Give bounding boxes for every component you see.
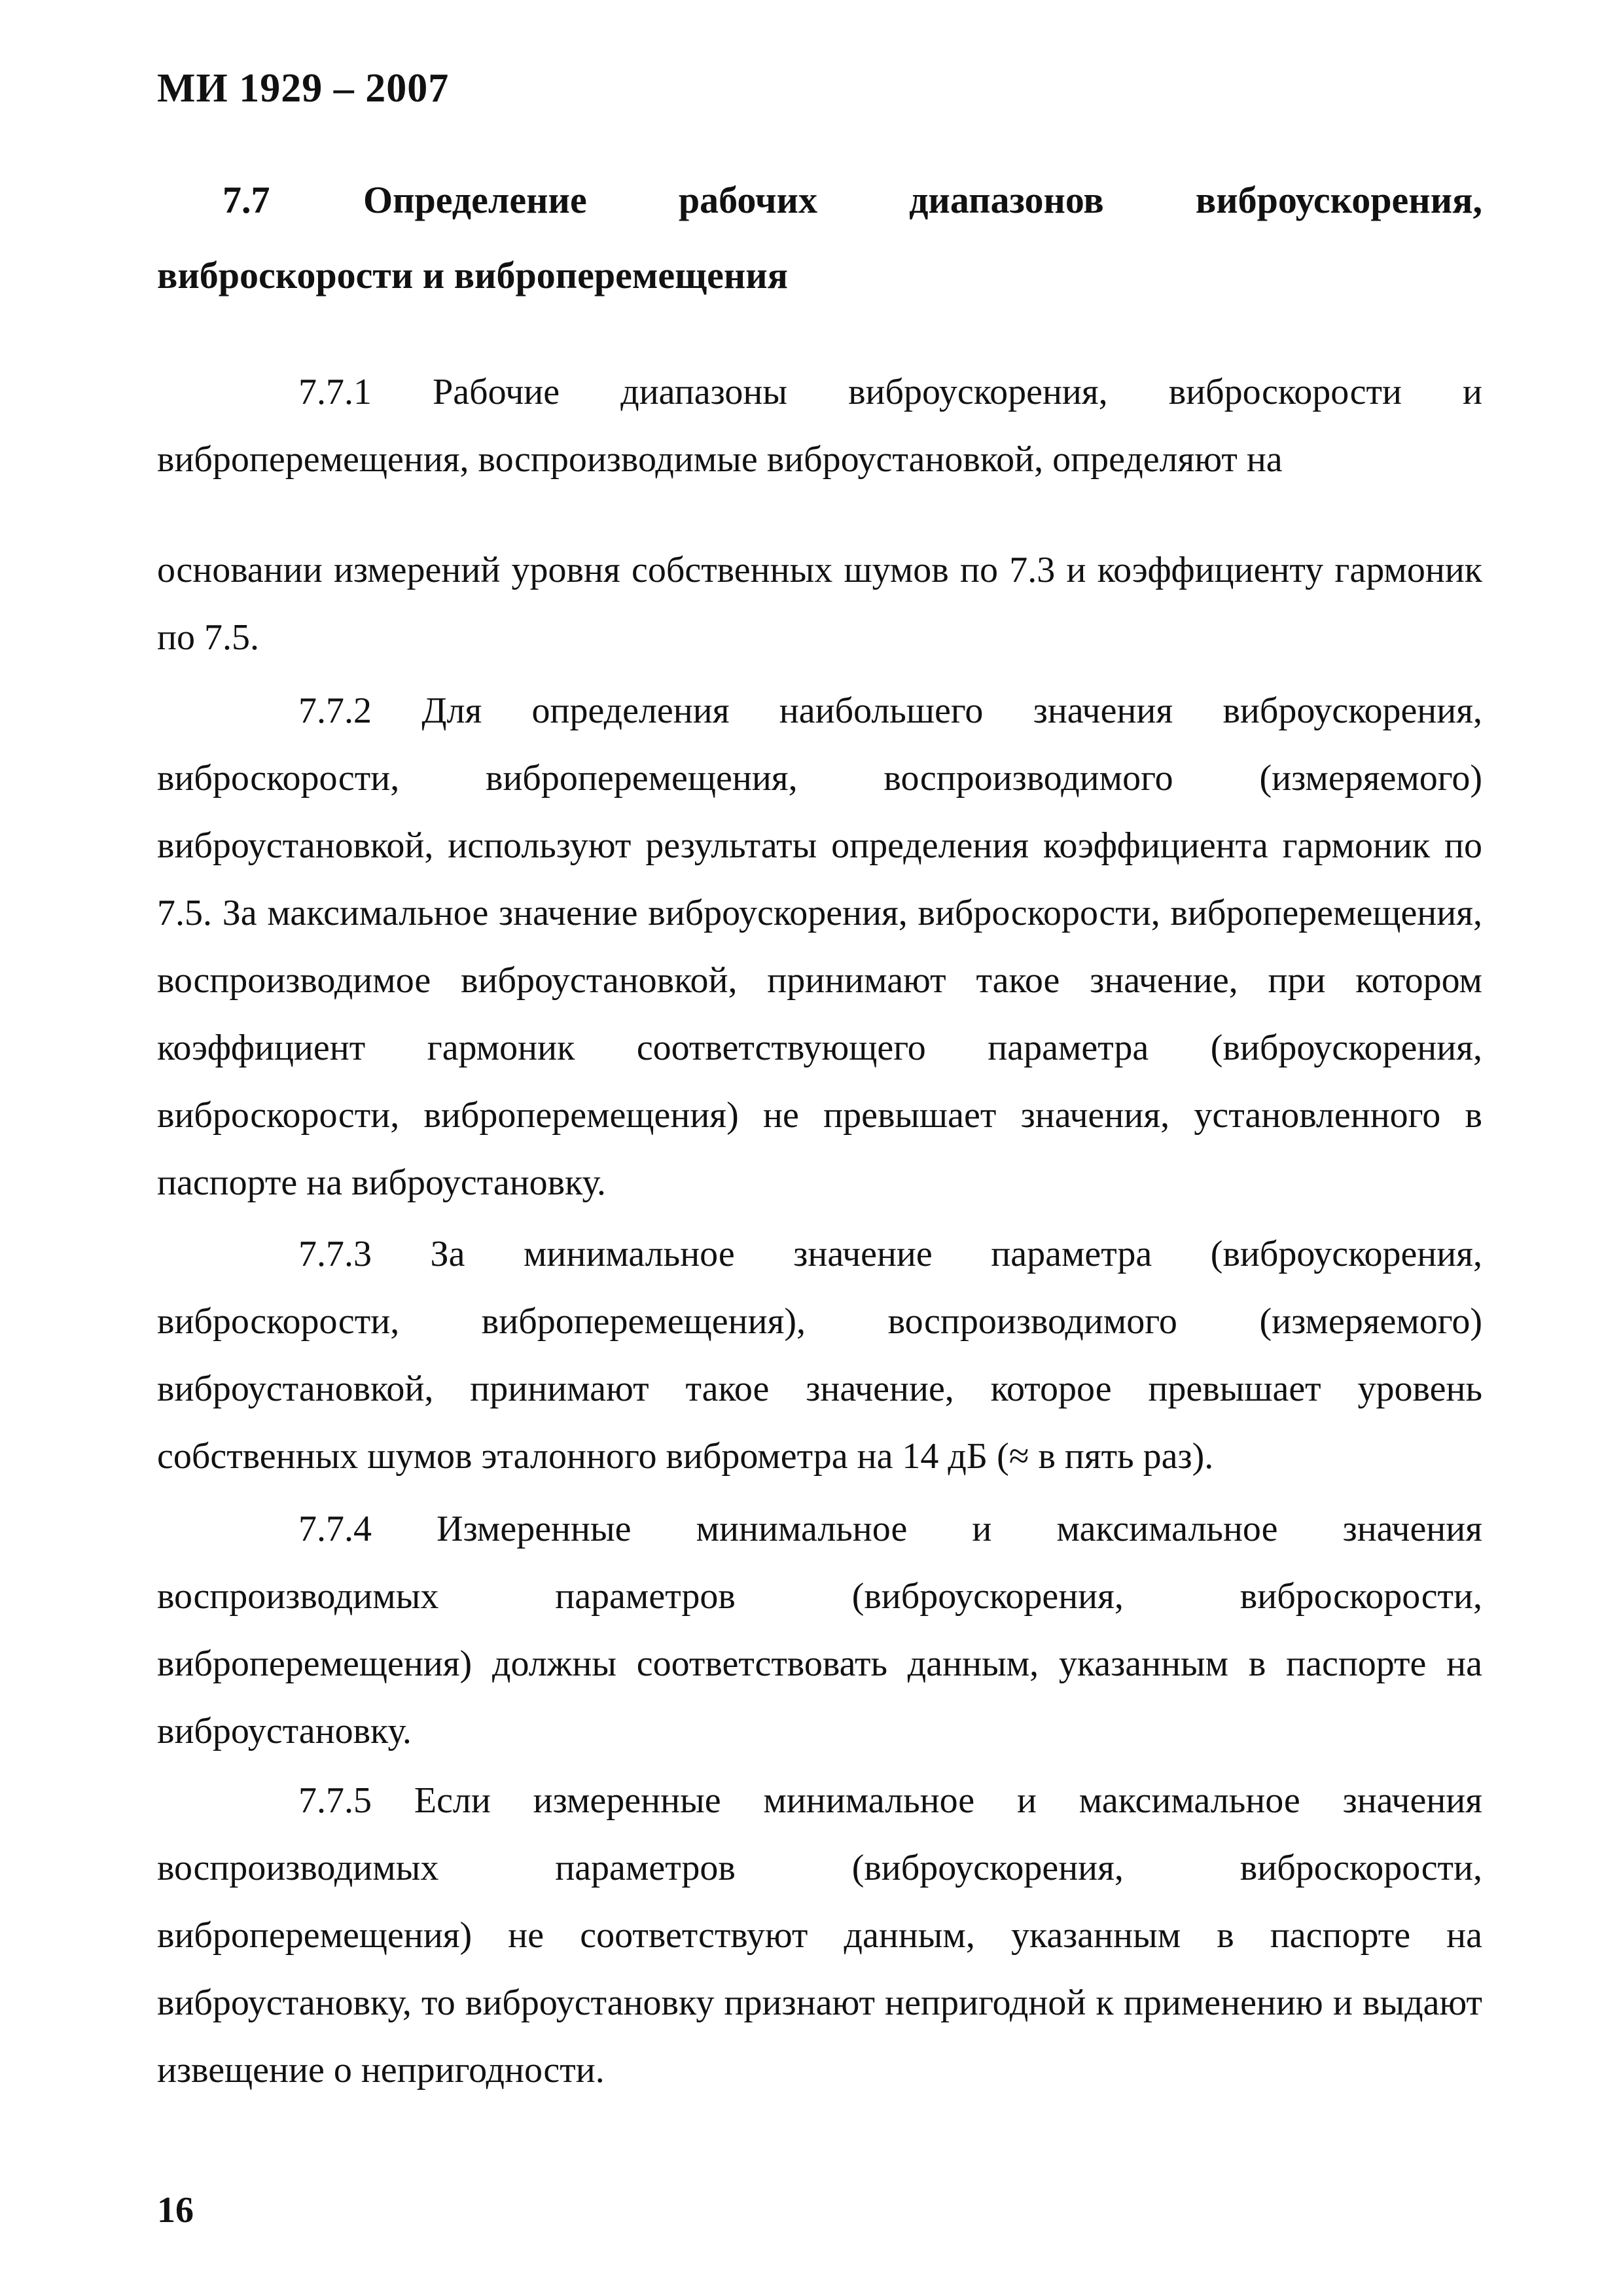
- section-number: 7.7: [223, 179, 270, 221]
- paragraph-text: За минимальное значение параметра (виброускорения, виброскорости, виброперемещения), воспроизводимого (измеряемого) виброустановкой, принимают такое значение, которое превышает уровень собственных шумов эталонного виброметра на 14 дБ (≈ в пять раз).: [157, 1234, 1482, 1477]
- paragraph-number: 7.7.2: [298, 691, 372, 731]
- paragraph-7-7-1: [157, 359, 1482, 493]
- paragraph-text: основании измерений уровня собственных шумов по 7.3 и коэффициенту гармоник по 7.5.: [157, 550, 1482, 658]
- paragraph-7-7-5: [157, 1767, 1482, 2104]
- paragraph-number: 7.7.4: [298, 1509, 372, 1549]
- paragraph-number: 7.7.5: [298, 1780, 372, 1821]
- paragraph-text: Измеренные минимальное и максимальное значения воспроизводимых параметров (виброускорения, виброскорости, виброперемещения) должны соответствовать данным, указанным в паспорте на виброустановку.: [157, 1509, 1483, 1751]
- paragraph-number: 7.7.3: [298, 1234, 372, 1274]
- section-heading: [157, 162, 1482, 313]
- document-code: МИ 1929 – 2007: [157, 66, 450, 111]
- paragraph-text: Для определения наибольшего значения виброускорения, виброскорости, виброперемещения, воспроизводимого (измеряемого) виброустановкой, используют результаты определения коэффициента гармоник по 7.5. За максимальное значение виброускорения, виброскорости, виброперемещения, воспроизводимое виброустановкой, принимают такое значение, при котором коэффициент гармоник соответствующего параметра (виброускорения, виброскорости, виброперемещения) не превышает значения, установленного в паспорте на виброустановку.: [157, 691, 1482, 1203]
- paragraph-text: Рабочие диапазоны виброускорения, виброскорости и виброперемещения, воспроизводимые виброустановкой, определяют на: [157, 372, 1482, 480]
- section-title: Определение рабочих диапазонов виброускорения, виброскорости и виброперемещения: [157, 179, 1482, 296]
- paragraph-number: 7.7.1: [298, 372, 372, 412]
- paragraph-text: Если измеренные минимальное и максимальное значения воспроизводимых параметров (виброускорения, виброскорости, виброперемещения) не соответствуют данным, указанным в паспорте на виброустановку, то виброустановку признают непригодной к применению и выдают извещение о непригодности.: [157, 1780, 1483, 2090]
- paragraph-7-7-2: [157, 677, 1482, 1217]
- paragraph-7-7-3: [157, 1221, 1482, 1490]
- paragraph-7-7-4: [157, 1496, 1482, 1765]
- paragraph-7-7-1-continued: [157, 537, 1482, 672]
- page-number: 16: [157, 2190, 194, 2231]
